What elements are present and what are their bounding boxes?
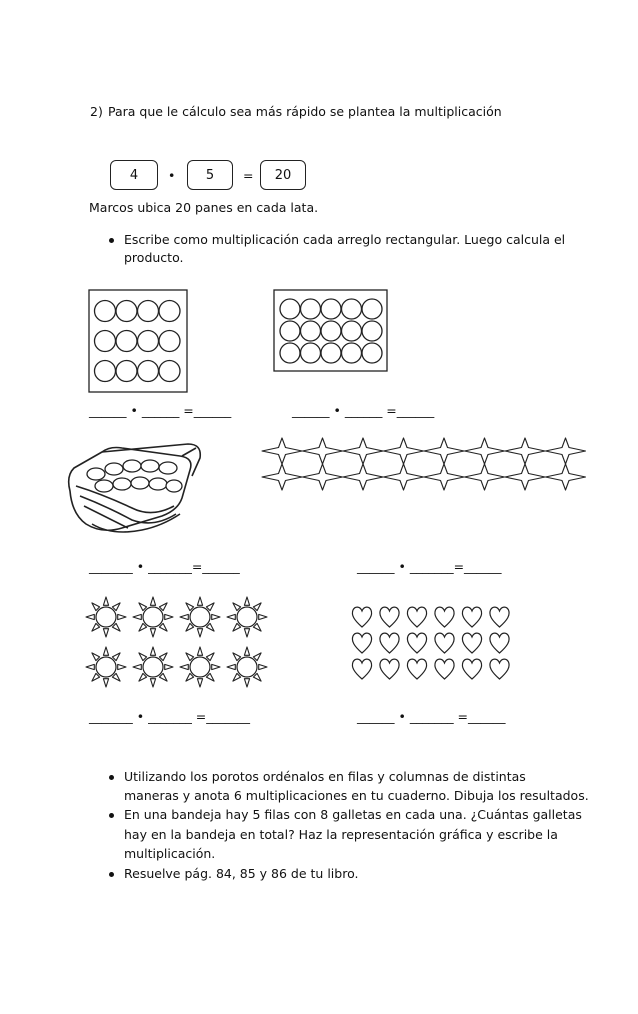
- instruction-line-2: producto.: [124, 250, 184, 265]
- bread-circle: [116, 331, 137, 352]
- bread-circle: [362, 321, 382, 341]
- sun-shape: [227, 647, 267, 687]
- sun-shape: [133, 597, 173, 637]
- star-shape: [343, 464, 383, 490]
- star-shape: [424, 438, 464, 464]
- heart-shape: [352, 607, 371, 627]
- star-shape: [505, 438, 545, 464]
- star-shape: [546, 464, 586, 490]
- bullet-icon: [109, 238, 114, 243]
- star-shape: [303, 464, 343, 490]
- bread-circle: [362, 299, 382, 319]
- star-shape: [303, 438, 343, 464]
- sun-shape: [86, 597, 126, 637]
- star-shape: [465, 464, 505, 490]
- answer-line-suns[interactable]: _______ • _______ =_______: [89, 709, 251, 724]
- answer-line-hearts[interactable]: ______ • _______ =______: [357, 709, 506, 724]
- heart-shape: [407, 607, 426, 627]
- bread-circle: [138, 361, 159, 382]
- bread-circle: [321, 321, 341, 341]
- star-shape: [424, 464, 464, 490]
- star-shape: [262, 438, 302, 464]
- heart-shape: [380, 607, 399, 627]
- task-3-line-1: Resuelve pág. 84, 85 y 86 de tu libro.: [124, 866, 359, 881]
- star-shape: [546, 438, 586, 464]
- answer-line-eggs[interactable]: _______ • _______=______: [89, 559, 240, 574]
- instruction-line-1: Escribe como multiplicación cada arreglo rectangular. Luego calcula el: [124, 232, 566, 247]
- star-shape: [343, 438, 383, 464]
- suns-array-2x4: [86, 592, 268, 692]
- heart-shape: [380, 633, 399, 653]
- heart-shape: [352, 659, 371, 679]
- bread-circle: [321, 343, 341, 363]
- factor-a-box: 4: [110, 160, 158, 190]
- bread-circle: [116, 301, 137, 322]
- statement-text: Marcos ubica 20 panes en cada lata.: [89, 200, 319, 215]
- bread-circle: [138, 331, 159, 352]
- heart-shape: [435, 659, 454, 679]
- star-shape: [262, 464, 302, 490]
- bread-circle: [280, 299, 300, 319]
- heart-shape: [407, 633, 426, 653]
- sun-shape: [227, 597, 267, 637]
- bread-circle: [301, 299, 321, 319]
- sun-shape: [180, 597, 220, 637]
- heart-shape: [490, 607, 509, 627]
- hearts-array-3x6: [348, 604, 516, 682]
- bullet-icon: [109, 872, 114, 877]
- heart-shape: [462, 633, 481, 653]
- bread-circle: [280, 343, 300, 363]
- heart-shape: [490, 633, 509, 653]
- star-shape: [465, 438, 505, 464]
- task-2-line-2: hay en la bandeja en total? Haz la representación gráfica y escribe la: [124, 827, 558, 842]
- heart-shape: [407, 659, 426, 679]
- task-2-line-1: En una bandeja hay 5 filas con 8 galletas en cada una. ¿Cuántas galletas: [124, 807, 582, 822]
- factor-b-box: 5: [187, 160, 233, 190]
- task-1-line-1: Utilizando los porotos ordénalos en filas y columnas de distintas: [124, 769, 526, 784]
- tin-frame: [274, 290, 387, 371]
- answer-line-tin-b[interactable]: ______ • ______ =______: [292, 403, 435, 418]
- bread-tin-3x4: [88, 289, 188, 393]
- bread-circle: [301, 321, 321, 341]
- bread-circle: [301, 343, 321, 363]
- bread-circle: [159, 301, 180, 322]
- stars-array-2x8: [262, 436, 587, 492]
- bread-circle: [362, 343, 382, 363]
- sun-shape: [86, 647, 126, 687]
- answer-line-tin-a[interactable]: ______ • ______ =______: [89, 403, 232, 418]
- sun-shape: [133, 647, 173, 687]
- heart-shape: [435, 607, 454, 627]
- egg-carton-icon: [62, 436, 212, 536]
- bread-circle: [116, 361, 137, 382]
- equals-sign: =: [243, 168, 254, 183]
- sun-shape: [180, 647, 220, 687]
- bread-circle: [95, 301, 116, 322]
- bread-circle: [95, 331, 116, 352]
- star-shape: [505, 464, 545, 490]
- answer-line-stars[interactable]: ______ • _______=______: [357, 559, 502, 574]
- star-shape: [384, 464, 424, 490]
- task-2-line-3: multiplicación.: [124, 846, 216, 861]
- multiplication-operator: •: [168, 168, 176, 183]
- star-shape: [384, 438, 424, 464]
- bread-circle: [342, 343, 362, 363]
- question-number: 2): [90, 104, 103, 119]
- heart-shape: [462, 607, 481, 627]
- task-1-line-2: maneras y anota 6 multiplicaciones en tu cuaderno. Dibuja los resultados.: [124, 788, 589, 803]
- bread-tin-3x5: [273, 289, 388, 372]
- bread-circle: [342, 321, 362, 341]
- question-text: Para que le cálculo sea más rápido se plantea la multiplicación: [108, 104, 502, 119]
- result-box: 20: [260, 160, 306, 190]
- heart-shape: [352, 633, 371, 653]
- bread-circle: [159, 361, 180, 382]
- bread-circle: [321, 299, 341, 319]
- heart-shape: [435, 633, 454, 653]
- bread-circle: [159, 331, 180, 352]
- heart-shape: [462, 659, 481, 679]
- bread-circle: [280, 321, 300, 341]
- bread-circle: [342, 299, 362, 319]
- heart-shape: [380, 659, 399, 679]
- bread-circle: [95, 361, 116, 382]
- bullet-icon: [109, 813, 114, 818]
- heart-shape: [490, 659, 509, 679]
- bullet-icon: [109, 775, 114, 780]
- bread-circle: [138, 301, 159, 322]
